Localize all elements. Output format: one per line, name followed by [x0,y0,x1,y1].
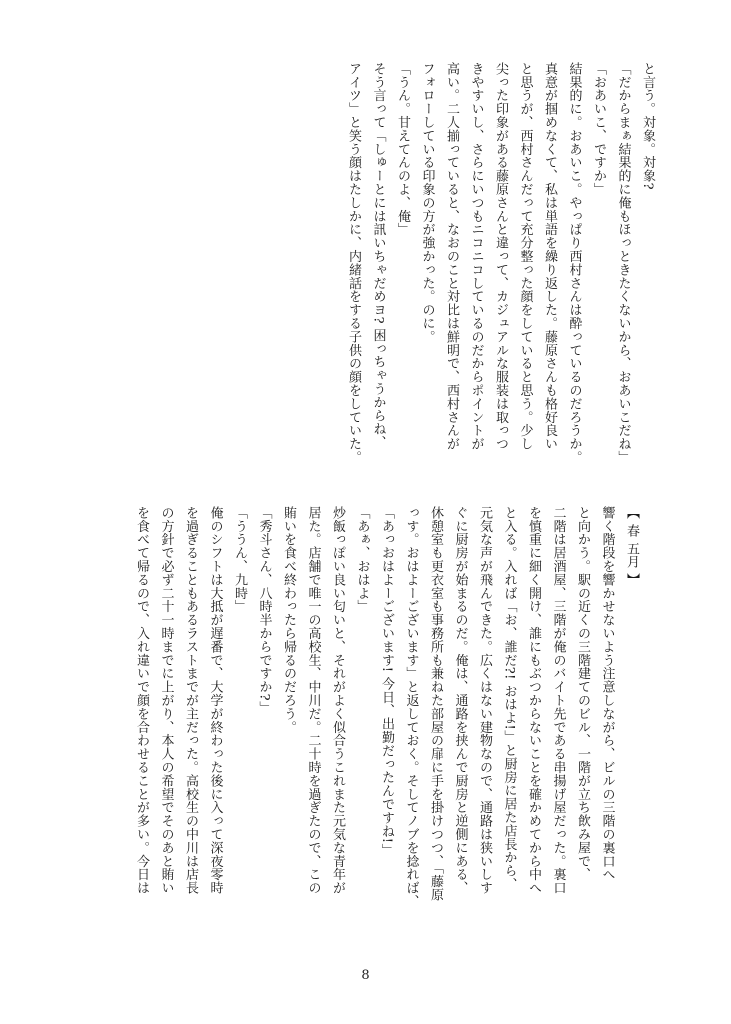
text-line: を食べて帰るので、入れ違いで顔を合わせることが多い。今日は [134,506,149,895]
section-heading: 【 春 五月 】 [624,506,639,587]
text-line: きやすいし、さらにいつもニコニコしているのだからポイントが [468,62,484,451]
text-line: を慎重に細く開け、誰にもぶつからないことを確かめてから中へ [526,506,541,895]
text-line: 「うん。甘えてんのよ、俺」 [395,62,410,237]
lower-text-block [129,506,644,936]
text-line: 休憩室も更衣室も事務所も兼ねた部屋の扉に手を掛けつつ、「藤原 [428,506,443,902]
text-line: っす。おはよーございます」と返しておく。そしてノブを捻れば、 [403,506,419,908]
text-line: と入る。入れば「お、誰だ?! おはよ!」と厨房に居た店長から、 [501,506,517,891]
text-line: 「おあいこ、ですか」 [591,62,606,196]
text-line: 高い。二人揃っていると、なおのこと対比は鮮明で、西村さんが [444,62,459,451]
text-line: ぐに厨房が始まるのだ。俺は、通路を挟んで厨房と逆側にある、 [452,506,468,895]
page-number: 8 [361,968,370,983]
text-line: 二階は居酒屋、三階が俺のバイト先である串揚げ屋だった。裏口 [550,506,566,895]
text-line: 響く階段を響かせないよう注意しながら、ビルの三階の裏口へ [599,506,615,882]
text-line: 「だからまぁ結果的に俺もほっときたくないから、おあいこだね」 [615,62,631,464]
text-line: 居た。店舗で唯一の高校生、中川だ。二十時を過ぎたので、この [305,506,321,895]
text-line: そう言って「しゅーとには訊いちゃだめヨ? 困っちゃうからね、 [370,62,386,450]
upper-text-block [341,62,660,492]
text-line: 結果的に。おあいこ。やっぱり西村さんは酔っているのだろうか。 [566,62,582,464]
text-line: の方針で必ず二十一時までに上がり、本人の希望でそのあと賄い [158,506,174,895]
text-line: 尖った印象がある藤原さんと違って、カジュアルな服装は取っつ [493,62,508,451]
text-line: 真意が掴めなくて、私は単語を繰り返した。藤原さんも格好良い [542,62,557,451]
text-line: を過ぎることもあるラストまでが主だった。高校生の中川は店長 [183,506,198,895]
text-line: 炒飯っぽい良い匂いと、それがよく似合うこれまた元気な青年が [330,506,345,895]
text-line: 元気な声が飛んできた。広くはない建物なので、通路は狭いしす [477,506,492,895]
text-line: と向かう。駅の近くの三階建てのビル、一階が立ち飲み屋で、 [575,506,590,882]
text-line: アイツ」と笑う顔はたしかに、内緒話をする子供の顔をしていた。 [346,62,361,464]
text-line: と思うが、西村さんだって充分整った顔をしていると思う。少し [517,62,533,451]
text-line: 賄いを食べ終わったら帰るのだろう。 [281,506,296,734]
text-line: 「あっおはよーございます! 今日、出勤だったんですね!」 [379,506,394,857]
text-line: 俺のシフトは大抵が遅番で、大学が終わった後に入って深夜零時 [207,506,223,895]
text-line: 「あぁ、おはよ」 [354,506,370,614]
text-line: フォローしている印象の方が強かった。のに。 [419,62,435,344]
text-line: と言う。対象。対象? [640,62,655,190]
text-line: 「秀斗さん、八時半からですか?」 [256,506,272,715]
text-line: 「ううん、九時」 [232,506,247,614]
